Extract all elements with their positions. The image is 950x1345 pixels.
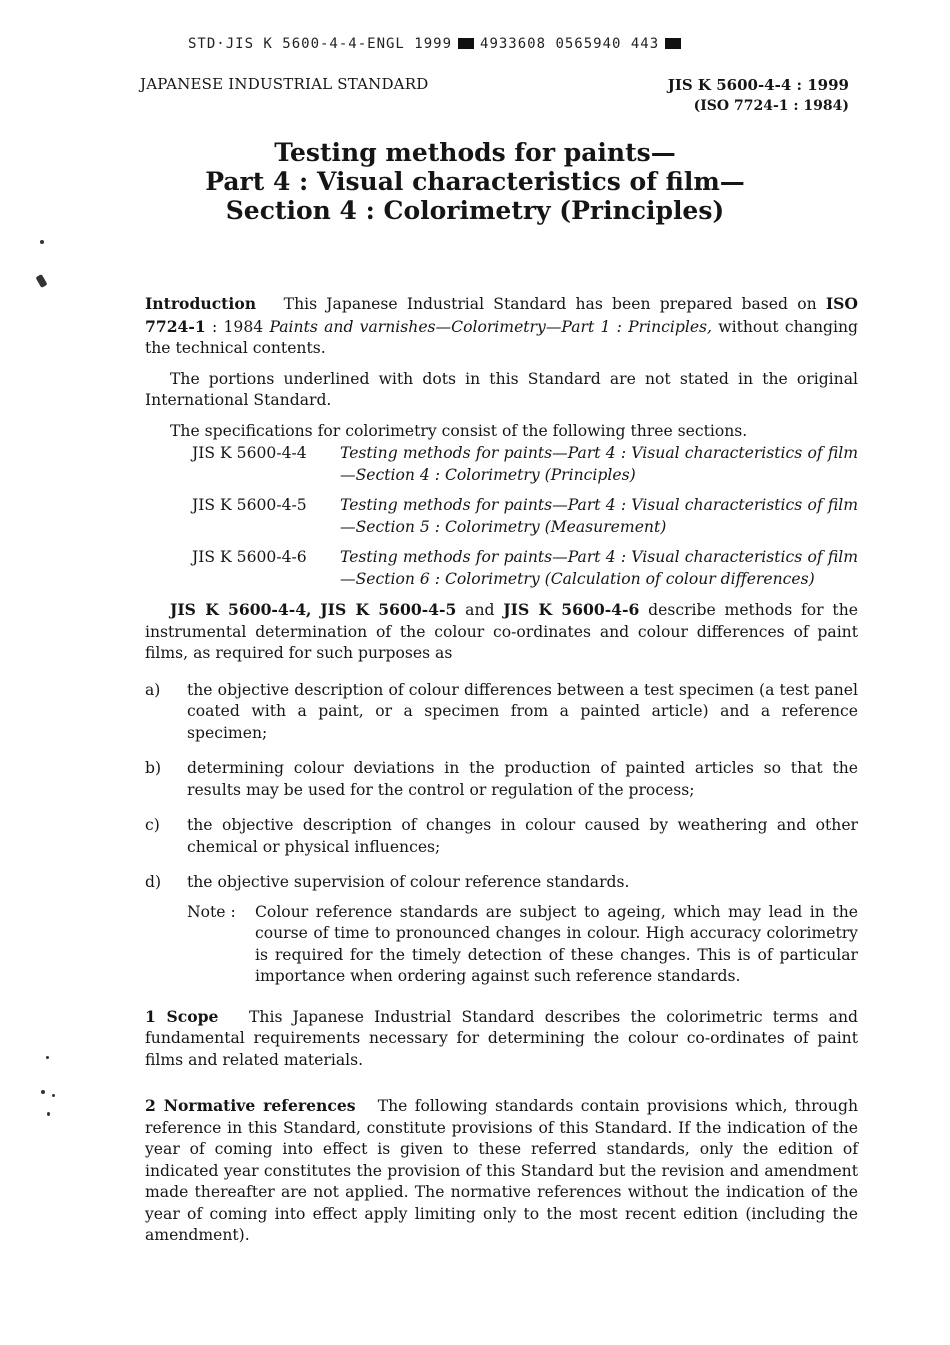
title-line-2: Part 4 : Visual characteristics of film— (205, 167, 745, 196)
document-stamp (188, 36, 828, 52)
title-line-3: Section 4 : Colorimetry (Principles) (225, 196, 725, 225)
redaction-block (458, 38, 474, 49)
header-standard-number (668, 75, 849, 117)
header-standard-type: JAPANESE INDUSTRIAL STANDARD (140, 75, 429, 93)
list-item: d) the objective supervision of colour reference standards. (145, 873, 630, 891)
section-code: JIS K 5600-4-4 (192, 444, 307, 462)
section-title: Testing methods for paints—Part 4 : Visual characteristics of film—Section 5 : Colorimetry (Measurement) (340, 496, 858, 536)
section-title: Testing methods for paints—Part 4 : Visual characteristics of film—Section 4 : Colorimetry (Principles) (340, 444, 858, 484)
scan-speck (40, 240, 44, 244)
section-item (192, 495, 858, 538)
note-block (187, 902, 858, 988)
title-line-1: Testing methods for paints— (274, 138, 676, 167)
note-text: Colour reference standards are subject to ageing, which may lead in the course of time to pronounced changes in colour. High accuracy colorimetry is required for the timely detection of these changes. This is of particular importance when ordering against such reference standards. (255, 902, 858, 985)
scan-speck (46, 1056, 49, 1059)
section-list (192, 443, 858, 590)
list-item: a) the objective description of colour differences between a test specimen (a test panel coated with a paint, or a specimen from a painted article) and a reference specimen; (145, 680, 858, 742)
list-item: b) determining colour deviations in the production of painted articles so that the results may be used for the control or regulation of the process; (145, 759, 858, 799)
intro-paragraph: Introduction This Japanese Industrial Standard has been prepared based on ISO 7724-1 : 1984 Paints and varnishes—Colorimetry—Part 1 : Principles, without changing the technical contents. (145, 294, 858, 357)
normative-heading: 2 Normative references (145, 1096, 356, 1115)
describe-paragraph: JIS K 5600-4-4, JIS K 5600-4-5 and JIS K 5600-4-6 describe methods for the instrumental determination of the colour co-ordinates and colour differences of paint films, as required for such purposes as (145, 600, 858, 662)
dotted-underline-note: The portions underlined with dots in this Standard are not stated in the original International Standard. (145, 369, 858, 409)
scan-speck (41, 1090, 45, 1094)
purpose-list (145, 680, 858, 894)
section-item (192, 443, 858, 486)
iso-reference: ISO 7724-1 (145, 294, 858, 336)
section-title: Testing methods for paints—Part 4 : Visual characteristics of film—Section 6 : Colorimetry (Calculation of colour differences) (340, 548, 858, 588)
normative-references-section: 2 Normative references The following standards contain provisions which, through reference in this Standard, constitute provisions of this Standard. If the indication of the year of coming into effect is given to these referred standards, only the edition of indicated year constitutes the provision of this Standard but the revision and amendment made thereafter are not applied. The normative references without the indication of the year of coming into effect apply limiting only to the most recent edition (including the amendment). (145, 1096, 858, 1244)
sections-intro: The specifications for colorimetry consist of the following three sections. (170, 421, 748, 440)
scan-speck (52, 1094, 55, 1097)
iso-title: Paints and varnishes—Colorimetry—Part 1 : Principles, (269, 317, 713, 336)
section-code: JIS K 5600-4-6 (192, 548, 307, 566)
section-item (192, 547, 858, 590)
section-code: JIS K 5600-4-5 (192, 496, 307, 514)
scan-speck (35, 274, 47, 288)
jis-number: JIS K 5600-4-4 : 1999 (667, 76, 849, 94)
scope-section: 1 Scope This Japanese Industrial Standard describes the colorimetric terms and fundamental requirements necessary for determining the colour co-ordinates of paint films and related materials. (145, 1006, 858, 1069)
list-item: c) the objective description of changes in colour caused by weathering and other chemical or physical influences; (145, 816, 858, 856)
scan-speck (47, 1112, 50, 1116)
document-title (0, 138, 950, 225)
document-body (145, 293, 858, 1247)
scope-heading: 1 Scope (145, 1006, 219, 1026)
stamp-code: 4933608 0565940 443 (480, 36, 660, 52)
stamp-id: STD·JIS K 5600-4-4-ENGL 1999 (188, 36, 453, 52)
redaction-block (665, 38, 681, 49)
iso-number: (ISO 7724-1 : 1984) (693, 98, 849, 114)
intro-heading: Introduction (145, 294, 257, 313)
note-label: Note : (187, 902, 236, 921)
